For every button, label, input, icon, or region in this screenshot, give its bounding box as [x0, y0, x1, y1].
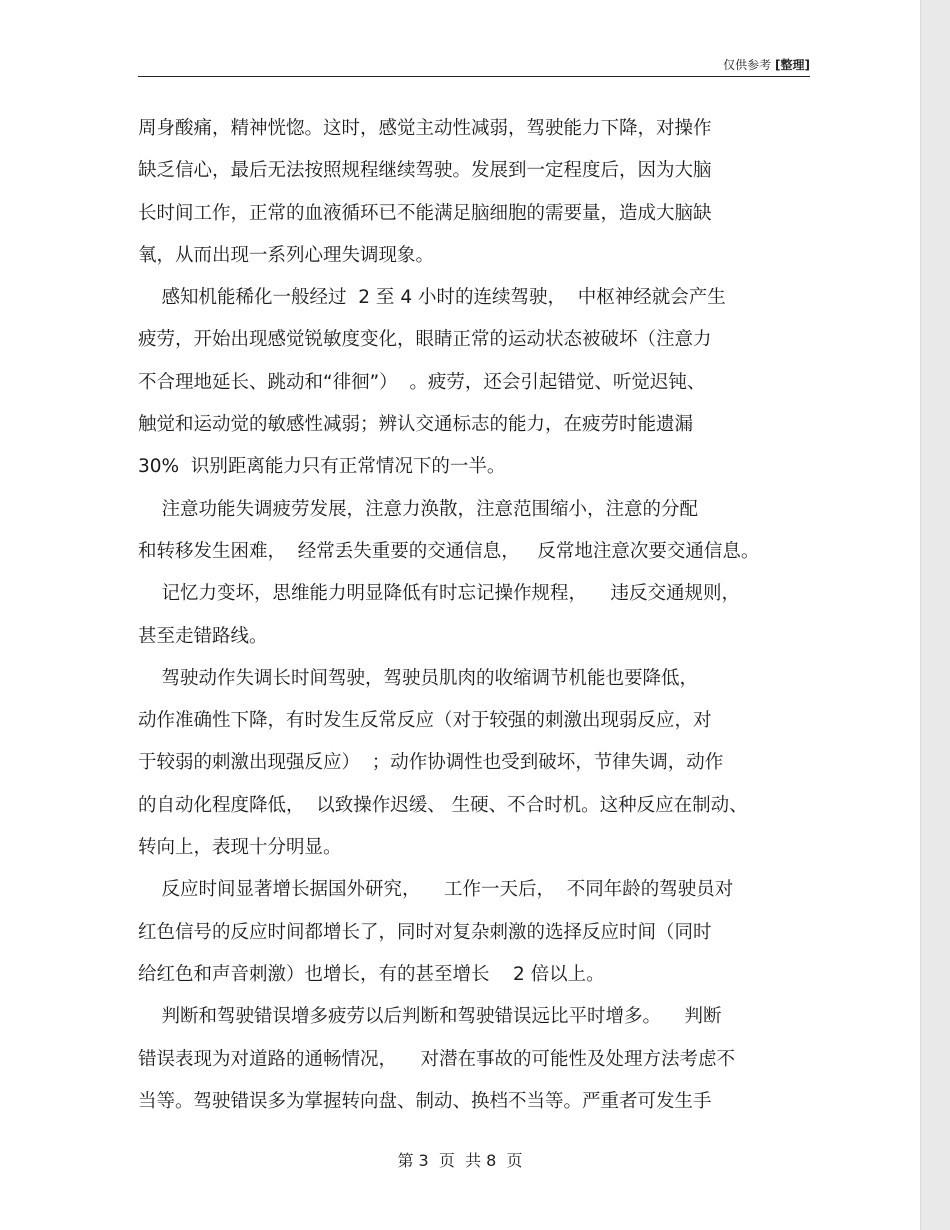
text-line: 判断和驾驶错误增多疲劳以后判断和驾驶错误远比平时增多。 判断 — [138, 1006, 722, 1028]
text-line: 周身酸痛，精神恍惚。这时，感觉主动性减弱，驾驶能力下降，对操作 — [138, 118, 712, 139]
text-line: 转向上，表现十分明显。 — [138, 837, 342, 859]
text-line: 甚至走错路线。 — [138, 625, 268, 647]
text-line: 触觉和运动觉的敏感性减弱；辨认交通标志的能力，在疲劳时能遗漏 — [138, 414, 694, 436]
body-text — [138, 108, 818, 1123]
text-line: 缺乏信心，最后无法按照规程继续驾驶。发展到一定程度后，因为大脑 — [138, 160, 712, 182]
text-line: 氧，从而出现一系列心理失调现象。 — [138, 244, 435, 266]
text-line: 动作准确性下降，有时发生反常反应（对于较强的刺激出现弱反应，对 — [138, 710, 712, 732]
text-line: 记忆力变坏，思维能力明显降低有时忘记操作规程， 违反交通规则， — [138, 583, 741, 605]
header-tag: [整理] — [775, 58, 810, 72]
header-note: 仅供参考 — [723, 58, 772, 72]
text-line: 不合理地延长、跳动和“徘徊”） 。疲劳，还会引起错觉、听觉迟钝、 — [138, 371, 706, 393]
text-line: 于较弱的刺激出现强反应） ；动作协调性也受到破坏，节律失调，动作 — [138, 752, 724, 774]
text-line: 当等。驾驶错误多为掌握转向盘、制动、换档不当等。严重者可发生手 — [138, 1090, 712, 1112]
header-rule — [138, 76, 810, 77]
text-line: 驾驶动作失调长时间驾驶，驾驶员肌肉的收缩调节机能也要降低， — [138, 667, 699, 689]
text-line: 注意功能失调疲劳发展，注意力涣散，注意范围缩小，注意的分配 — [138, 498, 699, 520]
text-line: 给红色和声音刺激）也增长，有的甚至增长 2 倍以上。 — [138, 963, 605, 985]
text-line: 疲劳，开始出现感觉锐敏度变化，眼睛正常的运动状态被破坏（注意力 — [138, 329, 712, 351]
text-line: 的自动化程度降低， 以致操作迟缓、 生硬、不合时机。这种反应在制动、 — [138, 794, 748, 816]
text-line: 和转移发生困难， 经常丢失重要的交通信息， 反常地注意次要交通信息。 — [138, 540, 760, 562]
text-line: 感知机能稀化一般经过 2 至 4 小时的连续驾驶， 中枢神经就会产生 — [138, 287, 726, 309]
page-number-footer: 第 3 页 共 8 页 — [397, 1151, 523, 1170]
text-line: 红色信号的反应时间都增长了，同时对复杂刺激的选择反应时间（同时 — [138, 921, 712, 943]
text-line: 长时间工作，正常的血液循环已不能满足脑细胞的需要量，造成大脑缺 — [138, 202, 712, 224]
text-line: 30% 识别距离能力只有正常情况下的一半。 — [138, 456, 506, 478]
text-line: 反应时间显著增长据国外研究， 工作一天后， 不同年龄的驾驶员对 — [138, 879, 734, 901]
page-header — [138, 56, 810, 76]
text-line: 错误表现为对道路的通畅情况， 对潜在事故的可能性及处理方法考虑不 — [138, 1048, 736, 1070]
